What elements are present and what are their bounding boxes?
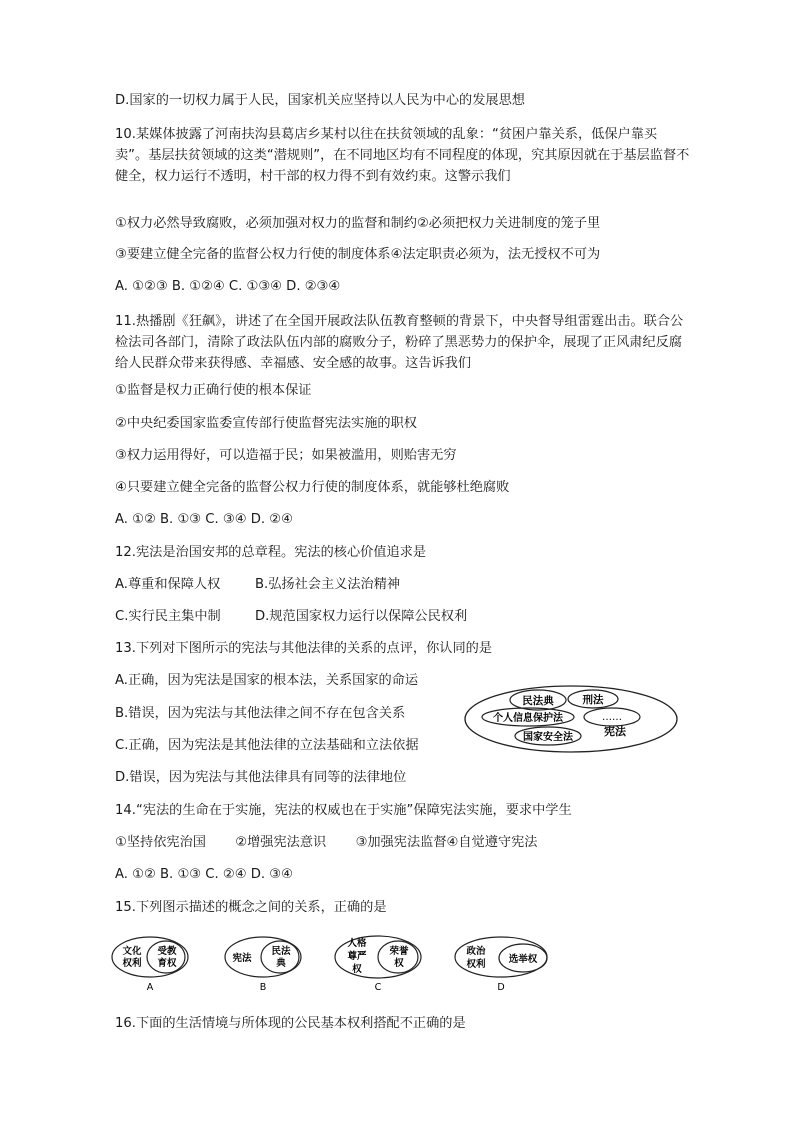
question-14-choices: A. ①② B. ①③ C. ②④ D. ③④ — [115, 867, 293, 882]
diagram-c-outer-label-2: 尊严 — [347, 951, 367, 962]
diagram-b-outer-label: 宪法 — [232, 953, 252, 964]
question-16-stem: 16.下面的生活情境与所体现的公民基本权利搭配不正确的是 — [115, 1016, 466, 1031]
question-11-stem: 11.热播剧《狂飙》，讲述了在全国开展政法队伍教育整顿的背景下，中央督导组雷霆出击。联合公检法司各部门，清除了政法队伍内部的腐败分子，粉碎了黑恶势力的保护伞，展现了正风肃纪反腐给人民群众带来获得感、幸福感、安全感的故事。这告诉我们 — [115, 314, 684, 371]
diagram-b-letter: B — [259, 982, 267, 993]
diagram-c-inner-label-1: 荣誉 — [389, 946, 409, 957]
label-personal-info-law: 个人信息保护法 — [493, 713, 563, 724]
diagram-d-inner-label: 选举权 — [508, 954, 538, 965]
diagram-a-outer-label-1: 文化 — [122, 946, 142, 957]
diagram-b-inner-label-2: 典 — [276, 958, 286, 969]
diagram-c-outer-label-1: 人格 — [347, 938, 367, 949]
diagram-d-outer-label-1: 政治 — [466, 946, 486, 957]
question-13-option-d: D.错误，因为宪法与其他法律具有同等的法律地位 — [115, 770, 407, 785]
label-ellipsis: …… — [602, 712, 622, 723]
diagram-d — [455, 937, 547, 993]
diagram-c-inner-label-2: 权 — [394, 958, 404, 969]
label-criminal-law: 刑法 — [582, 694, 604, 706]
question-10-choices: A. ①②③ B. ①②④ C. ①③④ D. ②③④ — [115, 279, 341, 294]
question-12-stem: 12.宪法是治国安邦的总章程。宪法的核心价值追求是 — [115, 545, 427, 560]
diagram-a-outer-label-2: 权利 — [122, 958, 142, 969]
diagram-c — [335, 936, 421, 993]
question-13-option-b: B.错误，因为宪法与其他法律之间不存在包含关系 — [115, 706, 406, 721]
question-13-stem: 13.下列对下图所示的宪法与其他法律的关系的点评，你认同的是 — [115, 641, 493, 656]
question-11-item-4: ④只要建立健全完备的监督公权力行使的制度体系，就能够杜绝腐败 — [115, 480, 510, 495]
diagram-d-letter: D — [497, 982, 505, 993]
question-9-option-d: D.国家的一切权力属于人民，国家机关应坚持以人民为中心的发展思想 — [115, 93, 525, 108]
question-12-option-c: C.实行民主集中制 — [115, 609, 221, 624]
question-15-stem: 15.下列图示描述的概念之间的关系，正确的是 — [115, 900, 387, 915]
question-14-items: ①坚持依宪治国 ②增强宪法意识 ③加强宪法监督④自觉遵守宪法 — [115, 835, 538, 850]
question-13-option-c: C.正确，因为宪法是其他法律的立法基础和立法依据 — [115, 738, 419, 753]
diagram-b — [225, 937, 301, 993]
diagram-c-outer-label-3: 权 — [352, 964, 362, 975]
question-13-option-a: A.正确，因为宪法是国家的根本法，关系国家的命运 — [115, 673, 419, 688]
diagram-a-inner-label-1: 受教 — [157, 946, 177, 957]
diagram-a-inner-label-2: 育权 — [157, 958, 177, 969]
diagram-d-outer-label-2: 权利 — [466, 959, 486, 970]
question-12-option-a: A.尊重和保障人权 — [115, 577, 221, 592]
question-11-item-2: ②中央纪委国家监委宣传部行使监督宪法实施的职权 — [115, 416, 417, 431]
question-14-stem: 14.“宪法的生命在于实施，宪法的权威也在于实施”保障宪法实施，要求中学生 — [115, 803, 572, 818]
constitution-diagram — [462, 683, 680, 755]
question-12-option-d: D.规范国家权力运行以保障公民权利 — [255, 609, 468, 624]
question-10-stem: 10.某媒体披露了河南扶沟县葛店乡某村以往在扶贫领域的乱象：“贫困户靠关系，低保户靠买卖”。基层扶贫领域的这类“潜规则”，在不同地区均有不同程度的体现，究其原因就在于基层监督不健全，权力运行不透明，村干部的权力得不到有效约束。这警示我们 — [115, 127, 690, 184]
diagram-a — [112, 937, 188, 993]
label-national-security-law: 国家安全法 — [523, 732, 573, 743]
question-15-diagrams — [108, 932, 558, 994]
label-civil-code: 民法典 — [522, 695, 554, 707]
label-constitution: 宪法 — [604, 725, 626, 738]
question-11-item-1: ①监督是权力正确行使的根本保证 — [115, 383, 312, 398]
diagram-c-letter: C — [374, 982, 382, 993]
question-11-choices: A. ①② B. ①③ C. ③④ D. ②④ — [115, 512, 293, 527]
diagram-b-inner-label-1: 民法 — [271, 946, 291, 957]
question-10-items-1: ①权力必然导致腐败，必须加强对权力的监督和制约②必须把权力关进制度的笼子里 — [115, 216, 601, 231]
question-12-option-b: B.弘扬社会主义法治精神 — [255, 577, 401, 592]
diagram-a-letter: A — [146, 982, 154, 993]
question-11-item-3: ③权力运用得好，可以造福于民；如果被滥用，则贻害无穷 — [115, 448, 457, 463]
question-10-items-2: ③要建立健全完备的监督公权力行使的制度体系④法定职责必须为，法无授权不可为 — [115, 247, 601, 262]
